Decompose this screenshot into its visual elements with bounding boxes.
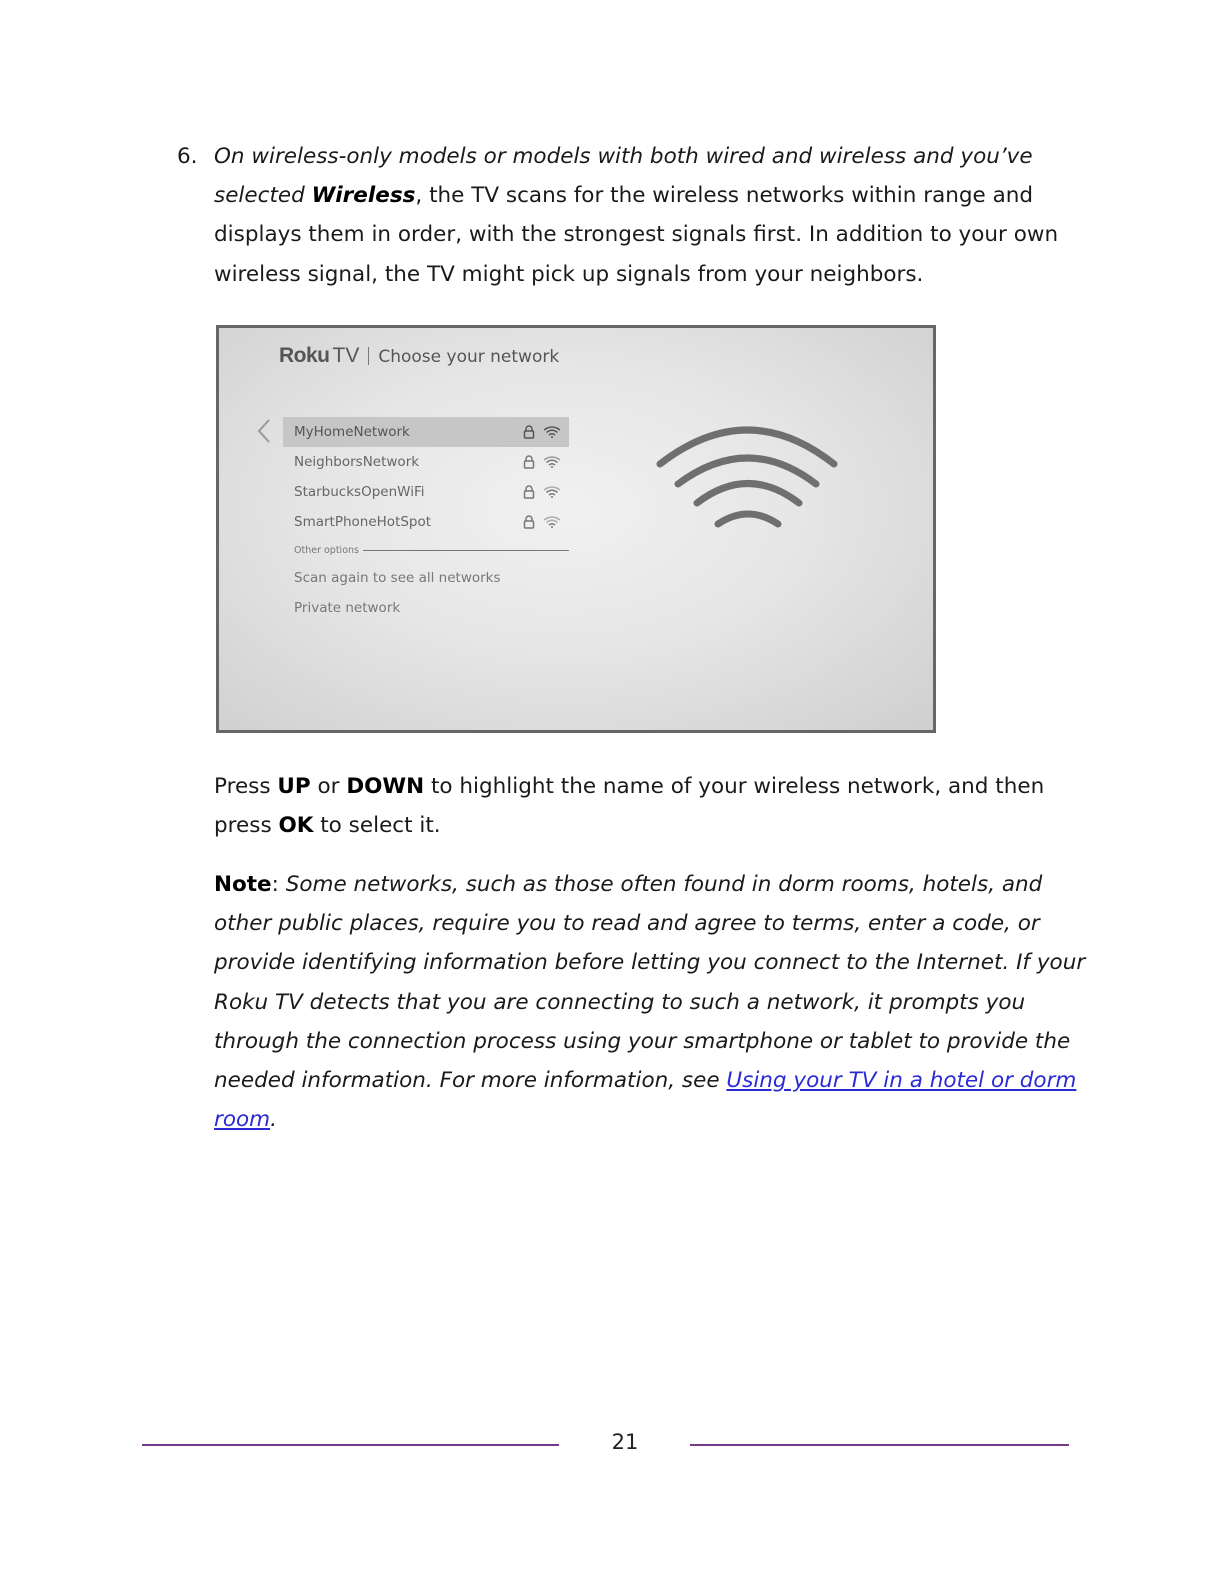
ok-key: OK [278, 813, 314, 839]
other-options-label: Other options [294, 544, 359, 556]
footer-rule-left [142, 1444, 559, 1446]
text-run: Press [214, 774, 278, 799]
roku-logo: Roku [279, 344, 330, 367]
lock-icon [523, 425, 535, 439]
wireless-term: Wireless [311, 183, 416, 209]
note-paragraph [214, 865, 1086, 1139]
page-number: 21 [611, 1430, 639, 1454]
screen-title: Choose your network [378, 347, 560, 367]
list-number: 6. [177, 144, 198, 169]
note-colon: : [271, 872, 286, 897]
header-separator [368, 347, 369, 365]
network-item-starbucksopenwifi[interactable] [283, 477, 569, 507]
step-6-paragraph [214, 137, 1086, 294]
back-chevron-icon[interactable] [257, 418, 271, 444]
text-run: to highlight the name of your wireless network, and then press [214, 774, 1045, 839]
other-options-divider [283, 537, 569, 563]
text-run: or [310, 774, 347, 799]
step-6-body: , the TV scans for the wireless networks within range and displays them in order, with the strongest signals first. In addition to your own wireless signal, the TV might pick up signals from your neighbors. [214, 183, 1059, 287]
network-name: MyHomeNetwork [294, 424, 410, 440]
wifi-signal-icon [543, 486, 561, 498]
wifi-signal-icon [543, 516, 561, 528]
tv-screenshot [216, 325, 936, 733]
note-label: Note [214, 872, 272, 897]
private-network-option[interactable]: Private network [294, 600, 401, 616]
footer-rule-right [690, 1444, 1069, 1446]
text-run: to select it. [313, 813, 441, 839]
network-name: StarbucksOpenWiFi [294, 484, 425, 500]
tv-header [279, 344, 559, 368]
down-key: DOWN [346, 774, 425, 799]
note-body: Some networks, such as those often found in dorm rooms, hotels, and other public places, require you to read and agree to terms, enter a code, or provide identifying information before letting you connect to the Internet. If your Roku TV detects that you are connecting to such a network, it prompts you through the connection process using your smartphone or tablet to provide the needed information. For more information, see [214, 872, 1086, 1094]
roku-logo-tv: TV [332, 344, 360, 367]
lock-icon [523, 515, 535, 529]
network-item-myhomenetwork[interactable] [283, 417, 569, 447]
lock-icon [523, 455, 535, 469]
note-end: . [270, 1107, 277, 1133]
network-item-smartphonehotspot[interactable] [283, 507, 569, 537]
scan-again-option[interactable]: Scan again to see all networks [294, 570, 501, 586]
hotel-dorm-room-link[interactable]: Using your TV in a hotel or dorm room [214, 1068, 1077, 1133]
network-name: NeighborsNetwork [294, 454, 420, 470]
network-list [283, 417, 569, 623]
step-6-italic-lead: On wireless-only models or models with both wired and wireless and you’ve selected [214, 144, 1033, 209]
wifi-signal-icon [543, 456, 561, 468]
divider-line [363, 550, 569, 551]
instruction-paragraph [214, 767, 1086, 845]
wifi-signal-icon [543, 426, 561, 438]
network-name: SmartPhoneHotSpot [294, 514, 432, 530]
lock-icon [523, 485, 535, 499]
up-key: UP [277, 774, 311, 799]
wifi-large-icon [653, 424, 843, 544]
network-item-neighborsnetwork[interactable] [283, 447, 569, 477]
